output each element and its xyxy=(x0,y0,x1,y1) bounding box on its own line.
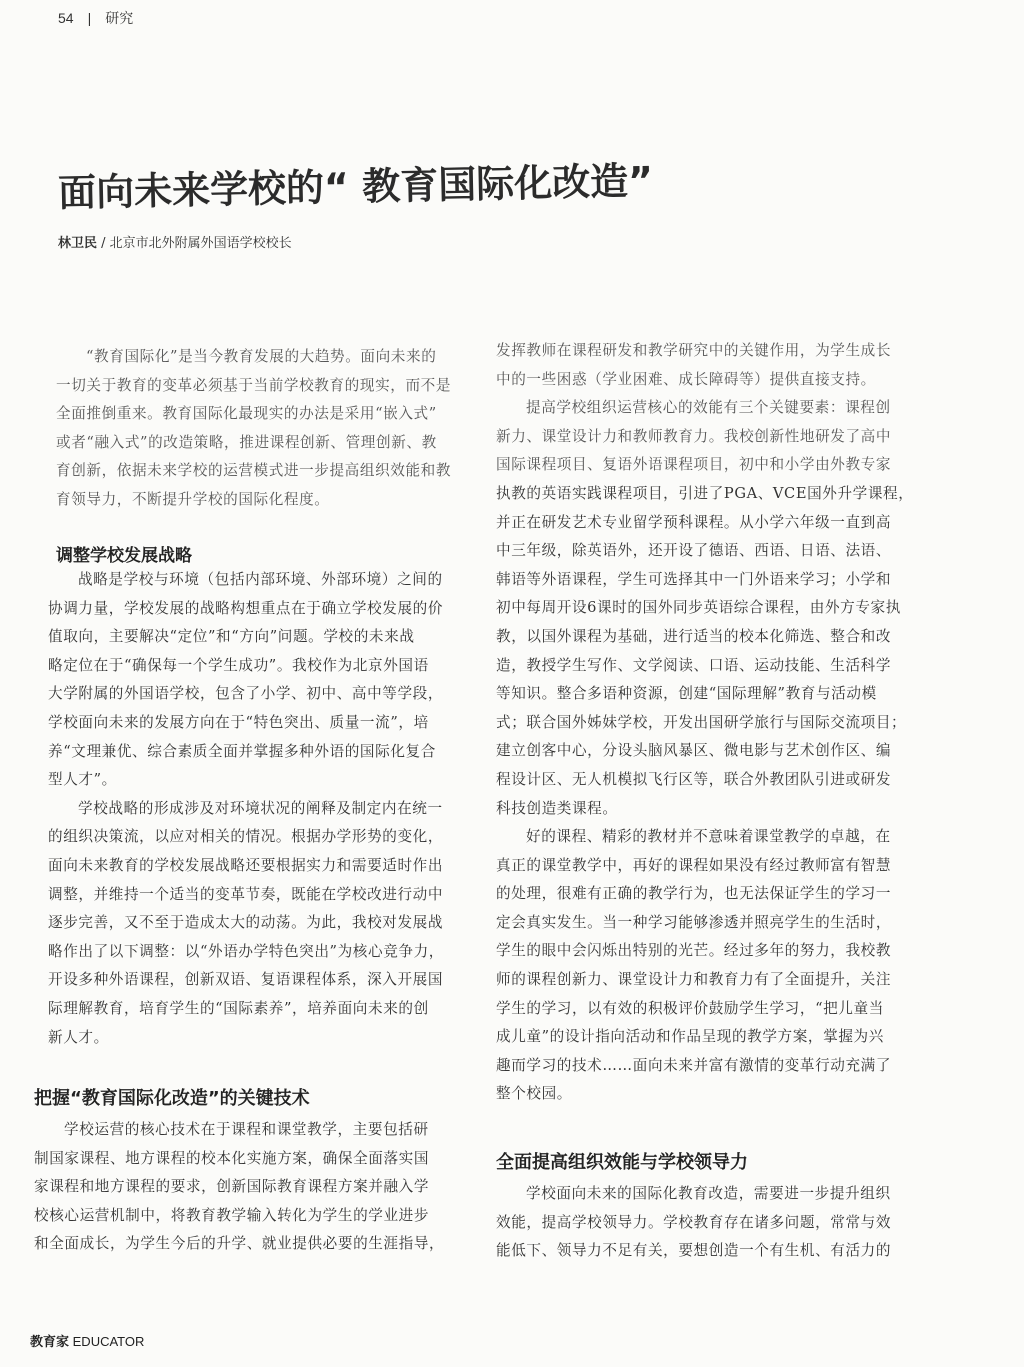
text-line: 家课程和地方课程的要求，创新国际教育课程方案并融入学 xyxy=(34,1178,430,1196)
text-line: 学校面向未来的发展方向在于“特色突出、质量一流”，培 xyxy=(48,713,429,731)
section-body xyxy=(496,1180,906,1266)
text-line: 程设计区、无人机模拟飞行区等，联合外教团队引进或研发 xyxy=(496,770,892,788)
text-line: 和全面成长，为学生今后的升学、就业提供必要的生涯指导， xyxy=(34,1235,445,1253)
text-line: 学校运营的核心技术在于课程和课堂教学，主要包括研 xyxy=(64,1121,429,1138)
text-line: 发挥教师在课程研发和教学研究中的关键作用，为学生成长 xyxy=(496,342,892,359)
section-label: 研究 xyxy=(105,10,134,26)
text-line: 好的课程、精彩的教材并不意味着课堂教学的卓越，在 xyxy=(526,828,891,846)
text-line: 面向未来教育的学校发展战略还要根据实力和需要适时作出 xyxy=(48,856,444,874)
text-line: 中的一些困惑（学业困难、成长障碍等）提供直接支持。 xyxy=(496,370,876,388)
text-line: 制国家课程、地方课程的校本化实施方案，确保全面落实国 xyxy=(34,1149,430,1167)
byline xyxy=(58,232,292,251)
header-separator: | xyxy=(87,10,92,26)
text-line: 真正的课堂教学中，再好的课程如果没有经过教师富有智慧 xyxy=(496,856,892,874)
text-line: 逐步完善，又不至于造成太大的动荡。为此，我校对发展战 xyxy=(48,914,444,932)
section-heading: 全面提高组织效能与学校领导力 xyxy=(496,1152,748,1173)
text-line: 型人才”。 xyxy=(48,771,117,789)
text-line: 学校战略的形成涉及对环境状况的阐释及制定内在统一 xyxy=(78,799,443,817)
text-line: 调整，并维持一个适当的变革节奏，既能在学校改进行动中 xyxy=(48,885,444,903)
text-line: 的组织决策流，以应对相关的情况。根据办学形势的变化， xyxy=(48,828,444,846)
text-line: 值取向，主要解决“定位”和“方向”问题。学校的未来战 xyxy=(48,628,415,646)
text-line: 趣而学习的技术……面向未来并富有激情的变革行动充满了 xyxy=(496,1056,892,1074)
text-line: 略作出了以下调整：以“外语办学特色突出”为核心竞争力， xyxy=(48,942,444,960)
page-number: 54 xyxy=(58,10,74,26)
text-line: 执教的英语实践课程项目，引进了PGA、VCE国外升学课程， xyxy=(496,484,914,502)
text-line: 教，以国外课程为基础，进行适当的校本化筛选、整合和改 xyxy=(496,627,892,645)
text-line: 科技创造类课程。 xyxy=(496,799,618,817)
text-line: 师的课程创新力、课堂设计力和教育力有了全面提升，关注 xyxy=(496,971,892,989)
text-line: “教育国际化”是当今教育发展的大趋势。面向未来的 xyxy=(86,348,437,365)
text-line: 韩语等外语课程，学生可选择其中一门外语来学习；小学和 xyxy=(496,570,892,588)
text-line: 校核心运营机制中，将教育教学输入转化为学生的学业进步 xyxy=(34,1206,430,1224)
right-column xyxy=(496,337,914,1109)
text-line: 国际课程项目、复语外语课程项目，初中和小学由外教专家 xyxy=(496,456,892,474)
text-line: 并正在研发艺术专业留学预科课程。从小学六年级一直到高 xyxy=(496,513,892,531)
author-name: 林卫民 xyxy=(58,236,98,251)
text-line: 式；联合国外姊妹学校，开发出国研学旅行与国际交流项目； xyxy=(496,713,907,731)
section-heading: 把握“教育国际化改造”的关键技术 xyxy=(34,1088,310,1109)
text-line: 能低下、领导力不足有关，要想创造一个有生机、有活力的 xyxy=(496,1242,892,1260)
running-header xyxy=(58,8,133,28)
text-line: 新力、课堂设计力和教师教育力。我校创新性地研发了高中 xyxy=(496,427,892,445)
text-line: 协调力量，学校发展的战略构想重点在于确立学校发展的价 xyxy=(48,599,444,617)
text-line: 提高学校组织运营核心的效能有三个关键要素：课程创 xyxy=(526,399,891,417)
text-line: 开设多种外语课程，创新双语、复语课程体系，深入开展国 xyxy=(48,971,444,989)
section-heading: 调整学校发展战略 xyxy=(56,546,192,566)
magazine-name-en: EDUCATOR xyxy=(72,1334,145,1349)
intro-paragraph xyxy=(56,343,466,515)
text-line: 育领导力，不断提升学校的国际化程度。 xyxy=(56,490,330,508)
text-line: 学生的眼中会闪烁出特别的光芒。经过多年的努力，我校教 xyxy=(496,942,892,960)
text-line: 的处理，很难有正确的教学行为，也无法保证学生的学习一 xyxy=(496,885,892,903)
author-affiliation: 北京市北外附属外国语学校校长 xyxy=(109,236,292,251)
text-line: 学校面向未来的国际化教育改造，需要进一步提升组织 xyxy=(526,1185,891,1202)
text-line: 造，教授学生写作、文学阅读、口语、运动技能、生活科学 xyxy=(496,656,892,674)
text-line: 成儿童”的设计指向活动和作品呈现的教学方案，掌握为兴 xyxy=(496,1028,884,1046)
text-line: 育创新，依据未来学校的运营模式进一步提高组织效能和教 xyxy=(56,462,452,480)
text-line: 全面推倒重来。教育国际化最现实的办法是采用“嵌入式” xyxy=(56,405,437,423)
section-body xyxy=(34,1116,444,1259)
text-line: 战略是学校与环境（包括内部环境、外部环境）之间的 xyxy=(78,571,443,588)
text-line: 初中每周开设6课时的国外同步英语综合课程，由外方专家执 xyxy=(496,599,901,617)
text-line: 略定位在于“确保每一个学生成功”。我校作为北京外国语 xyxy=(48,656,429,674)
text-line: 一切关于教育的变革必须基于当前学校教育的现实，而不是 xyxy=(56,376,452,394)
text-line: 中三年级，除英语外，还开设了德语、西语、日语、法语、 xyxy=(496,542,892,560)
text-line: 定会真实发生。当一种学习能够渗透并照亮学生的生活时， xyxy=(496,913,892,931)
text-line: 际理解教育，培育学生的“国际素养”，培养面向未来的创 xyxy=(48,999,429,1017)
text-line: 学生的学习，以有效的积极评价鼓励学生学习，“把儿童当 xyxy=(496,999,884,1017)
magazine-footer xyxy=(30,1331,144,1350)
magazine-name-cn: 教育家 xyxy=(30,1335,70,1350)
text-line: 新人才。 xyxy=(48,1028,109,1046)
text-line: 效能，提高学校领导力。学校教育存在诸多问题，常常与效 xyxy=(496,1213,892,1231)
section-body xyxy=(48,566,458,1052)
text-line: 整个校园。 xyxy=(496,1085,572,1103)
text-line: 养“文理兼优、综合素质全面并掌握多种外语的国际化复合 xyxy=(48,742,436,760)
text-line: 大学附属的外国语学校，包含了小学、初中、高中等学段， xyxy=(48,685,444,703)
byline-separator: / xyxy=(97,236,110,251)
text-line: 或者“融入式”的改造策略，推进课程创新、管理创新、教 xyxy=(56,433,437,451)
article-title: 面向未来学校的“ 教育国际化改造” xyxy=(57,158,654,215)
text-line: 等知识。整合多语种资源，创建“国际理解”教育与活动模 xyxy=(496,685,877,703)
text-line: 建立创客中心，分设头脑风暴区、微电影与艺术创作区、编 xyxy=(496,742,892,760)
